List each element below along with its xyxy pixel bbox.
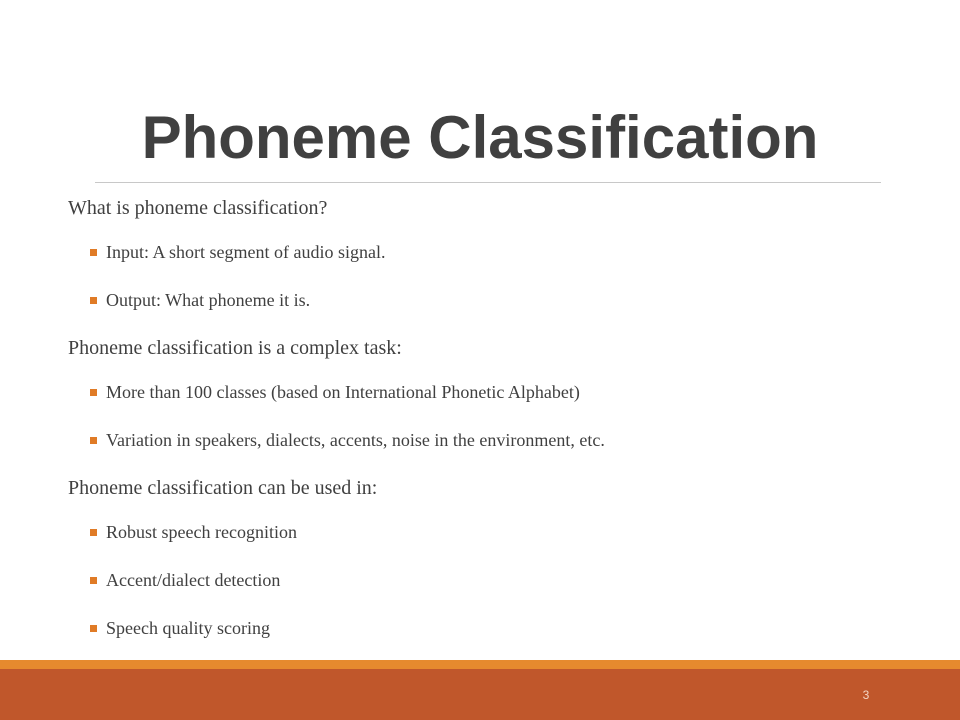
square-bullet-icon (90, 437, 97, 444)
footer-accent-stripe (0, 660, 960, 669)
bullet-text: Robust speech recognition (106, 522, 297, 542)
bullet-text: Variation in speakers, dialects, accents, noise in the environment, etc. (106, 430, 605, 450)
square-bullet-icon (90, 249, 97, 256)
bullet-text: Input: A short segment of audio signal. (106, 242, 386, 262)
square-bullet-icon (90, 577, 97, 584)
bullet-item (90, 617, 270, 639)
bullet-item (90, 289, 310, 311)
bullet-item (90, 241, 385, 263)
bullet-text: Accent/dialect detection (106, 570, 281, 590)
bullet-item (90, 569, 280, 591)
bullet-item (90, 429, 605, 451)
square-bullet-icon (90, 389, 97, 396)
bullet-item (90, 521, 297, 543)
page-number: 3 (862, 688, 870, 702)
square-bullet-icon (90, 625, 97, 632)
section-heading-what-is: What is phoneme classification? (68, 197, 328, 219)
square-bullet-icon (90, 297, 97, 304)
section-heading-used-in: Phoneme classification can be used in: (68, 477, 378, 499)
bullet-text: Output: What phoneme it is. (106, 290, 311, 310)
bullet-text: More than 100 classes (based on International Phonetic Alphabet) (106, 382, 580, 402)
slide-title: Phoneme Classification (141, 104, 819, 171)
bullet-text: Speech quality scoring (106, 618, 270, 638)
bullet-item (90, 381, 580, 403)
section-heading-complex-task: Phoneme classification is a complex task: (68, 337, 402, 359)
footer-band (0, 669, 960, 720)
square-bullet-icon (90, 529, 97, 536)
